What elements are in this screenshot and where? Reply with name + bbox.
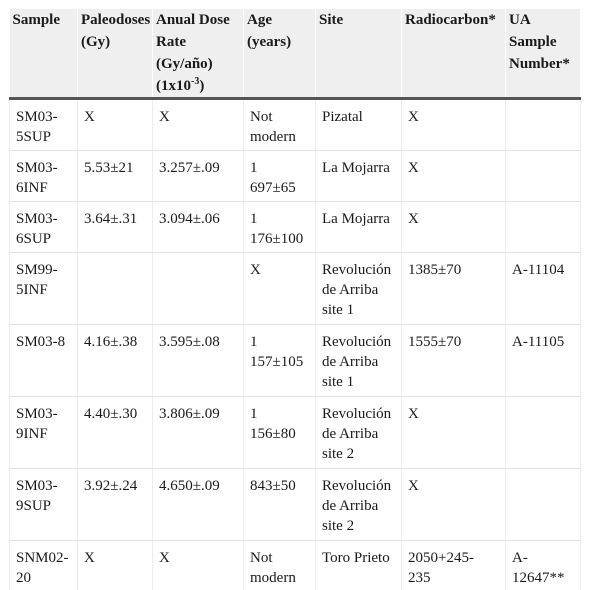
cell-site	[316, 99, 402, 151]
cell-text-line: 1	[250, 334, 258, 350]
cell-text-line: Revolución	[322, 334, 391, 350]
header-text-line: Paleodoses	[81, 12, 150, 28]
cell-text-line: X	[84, 550, 95, 566]
cell-paleodoses	[78, 151, 153, 202]
cell-paleodoses	[78, 253, 153, 325]
cell-text-line: 3.094±.06	[159, 211, 220, 227]
cell-text-line: modern	[250, 570, 296, 586]
cell-site	[316, 202, 402, 253]
cell-text-line: SM99-	[16, 262, 58, 278]
cell-text-line: X	[408, 406, 419, 422]
cell-text-line: A-11105	[512, 334, 564, 350]
header-superscript: -3	[191, 76, 199, 87]
cell-anual-dose-rate	[153, 253, 244, 325]
cell-paleodoses	[78, 397, 153, 469]
table-row	[10, 541, 581, 590]
column-header-age	[244, 9, 316, 99]
cell-text-line: 5.53±21	[84, 160, 133, 176]
header-text-line: Age	[247, 12, 272, 28]
cell-text-line: X	[84, 109, 95, 125]
cell-ua-sample-number	[506, 325, 581, 397]
cell-site	[316, 541, 402, 590]
cell-text-line: SM03-	[16, 478, 58, 494]
header-text-line: (years)	[247, 34, 291, 50]
cell-text-line: X	[408, 160, 419, 176]
cell-text-line: Pizatal	[322, 109, 363, 125]
cell-text-line: 3.806±.09	[159, 406, 220, 422]
cell-text-line: 6INF	[16, 180, 48, 196]
cell-text-line: de Arriba	[322, 426, 378, 442]
table-row	[10, 469, 581, 541]
cell-age	[244, 541, 316, 590]
cell-text-line: SM03-	[16, 160, 58, 176]
cell-text-line: 1	[250, 160, 258, 176]
header-text-line: Site	[319, 12, 343, 28]
cell-text-line: 176±100	[250, 231, 303, 247]
column-header-sample	[10, 9, 78, 99]
cell-text-line: A-	[512, 550, 528, 566]
cell-radiocarbon	[402, 541, 506, 590]
header-text-line: (Gy)	[81, 34, 110, 50]
cell-text-line: SM03-	[16, 406, 58, 422]
column-header-ua-sample-number	[506, 9, 581, 99]
cell-text-line: 9INF	[16, 426, 48, 442]
cell-text-line: X	[408, 478, 419, 494]
cell-age	[244, 397, 316, 469]
cell-text-line: X	[408, 109, 419, 125]
cell-paleodoses	[78, 202, 153, 253]
cell-text-line: modern	[250, 129, 296, 145]
cell-sample	[10, 151, 78, 202]
cell-paleodoses	[78, 469, 153, 541]
table-body	[10, 99, 581, 590]
cell-text-line: 843±50	[250, 478, 296, 494]
cell-text-line: 4.650±.09	[159, 478, 220, 494]
cell-radiocarbon	[402, 151, 506, 202]
header-row	[10, 9, 581, 99]
cell-text-line: 3.64±.31	[84, 211, 137, 227]
table-row	[10, 253, 581, 325]
cell-radiocarbon	[402, 202, 506, 253]
cell-text-line: 12647**	[512, 570, 565, 586]
cell-anual-dose-rate	[153, 397, 244, 469]
cell-text-line: 697±65	[250, 180, 296, 196]
cell-text-line: Not	[250, 109, 273, 125]
cell-site	[316, 469, 402, 541]
cell-text-line: Not	[250, 550, 273, 566]
cell-text-line: 5INF	[16, 282, 48, 298]
cell-text-line: SM03-	[16, 109, 58, 125]
cell-text-line: La Mojarra	[322, 160, 390, 176]
cell-anual-dose-rate	[153, 151, 244, 202]
cell-age	[244, 253, 316, 325]
cell-radiocarbon	[402, 469, 506, 541]
header-text-line: UA	[509, 12, 531, 28]
cell-ua-sample-number	[506, 469, 581, 541]
table-row	[10, 397, 581, 469]
cell-text-line: site 2	[322, 518, 354, 534]
cell-radiocarbon	[402, 253, 506, 325]
cell-text-line: de Arriba	[322, 282, 378, 298]
cell-age	[244, 151, 316, 202]
cell-site	[316, 253, 402, 325]
dating-results-table	[9, 9, 581, 590]
cell-text-line: 1	[250, 406, 258, 422]
cell-text-line: La Mojarra	[322, 211, 390, 227]
cell-radiocarbon	[402, 397, 506, 469]
column-header-site	[316, 9, 402, 99]
column-header-radiocarbon	[402, 9, 506, 99]
cell-text-line: de Arriba	[322, 498, 378, 514]
cell-text-line: 235	[408, 570, 431, 586]
table-row	[10, 325, 581, 397]
cell-paleodoses	[78, 99, 153, 151]
cell-text-line: 20	[16, 570, 31, 586]
header-text-line: Rate	[156, 34, 186, 50]
header-text-line: Radiocarbon*	[405, 12, 496, 28]
cell-text-line: Revolución	[322, 406, 391, 422]
cell-radiocarbon	[402, 99, 506, 151]
cell-text-line: Revolución	[322, 262, 391, 278]
cell-text-line: SM03-8	[16, 334, 65, 350]
cell-sample	[10, 202, 78, 253]
cell-ua-sample-number	[506, 397, 581, 469]
cell-text-line: 5SUP	[16, 129, 51, 145]
cell-text-line: Revolución	[322, 478, 391, 494]
cell-radiocarbon	[402, 325, 506, 397]
cell-sample	[10, 541, 78, 590]
cell-site	[316, 151, 402, 202]
cell-text-line: 2050+245-	[408, 550, 474, 566]
cell-text-line: 9SUP	[16, 498, 51, 514]
cell-text-line: X	[159, 550, 170, 566]
table-header	[10, 9, 581, 99]
cell-ua-sample-number	[506, 99, 581, 151]
header-text-line: Number*	[509, 56, 570, 72]
cell-text-line: 156±80	[250, 426, 296, 442]
header-text-line: (1x10	[156, 78, 191, 94]
column-header-paleodoses	[78, 9, 153, 99]
cell-age	[244, 99, 316, 151]
cell-ua-sample-number	[506, 202, 581, 253]
cell-sample	[10, 469, 78, 541]
cell-paleodoses	[78, 325, 153, 397]
cell-text-line: de Arriba	[322, 354, 378, 370]
table-row	[10, 99, 581, 151]
cell-age	[244, 202, 316, 253]
cell-text-line: Toro Prieto	[322, 550, 390, 566]
cell-text-line: 4.16±.38	[84, 334, 137, 350]
cell-text-line: SM03-	[16, 211, 58, 227]
cell-ua-sample-number	[506, 151, 581, 202]
cell-anual-dose-rate	[153, 325, 244, 397]
cell-sample	[10, 99, 78, 151]
cell-text-line: 1	[250, 211, 258, 227]
data-table-container	[9, 9, 580, 590]
header-text-line: (Gy/año)	[156, 56, 213, 72]
header-text-line: Anual Dose	[156, 12, 230, 28]
cell-anual-dose-rate	[153, 541, 244, 590]
cell-text-line: 6SUP	[16, 231, 51, 247]
cell-anual-dose-rate	[153, 202, 244, 253]
table-row	[10, 151, 581, 202]
cell-site	[316, 397, 402, 469]
cell-anual-dose-rate	[153, 99, 244, 151]
header-text-line: Sample	[509, 34, 557, 50]
cell-text-line: site 1	[322, 302, 354, 318]
cell-text-line: 4.40±.30	[84, 406, 137, 422]
header-text-tail: )	[199, 78, 204, 94]
header-text-line: Sample	[13, 12, 61, 28]
cell-text-line: site 2	[322, 446, 354, 462]
cell-text-line: 3.257±.09	[159, 160, 220, 176]
cell-text-line: 157±105	[250, 354, 303, 370]
cell-sample	[10, 253, 78, 325]
cell-sample	[10, 325, 78, 397]
cell-text-line: site 1	[322, 374, 354, 390]
cell-ua-sample-number	[506, 253, 581, 325]
cell-text-line: 1555±70	[408, 334, 461, 350]
cell-text-line: A-11104	[512, 262, 564, 278]
cell-text-line: X	[250, 262, 261, 278]
cell-anual-dose-rate	[153, 469, 244, 541]
cell-text-line: 1385±70	[408, 262, 461, 278]
cell-text-line: X	[159, 109, 170, 125]
cell-text-line: 3.595±.08	[159, 334, 220, 350]
cell-text-line: SNM02-	[16, 550, 69, 566]
cell-ua-sample-number	[506, 541, 581, 590]
table-row	[10, 202, 581, 253]
column-header-anual-dose-rate	[153, 9, 244, 99]
cell-site	[316, 325, 402, 397]
cell-age	[244, 325, 316, 397]
cell-text-line: 3.92±.24	[84, 478, 137, 494]
cell-age	[244, 469, 316, 541]
cell-sample	[10, 397, 78, 469]
cell-paleodoses	[78, 541, 153, 590]
cell-text-line: X	[408, 211, 419, 227]
